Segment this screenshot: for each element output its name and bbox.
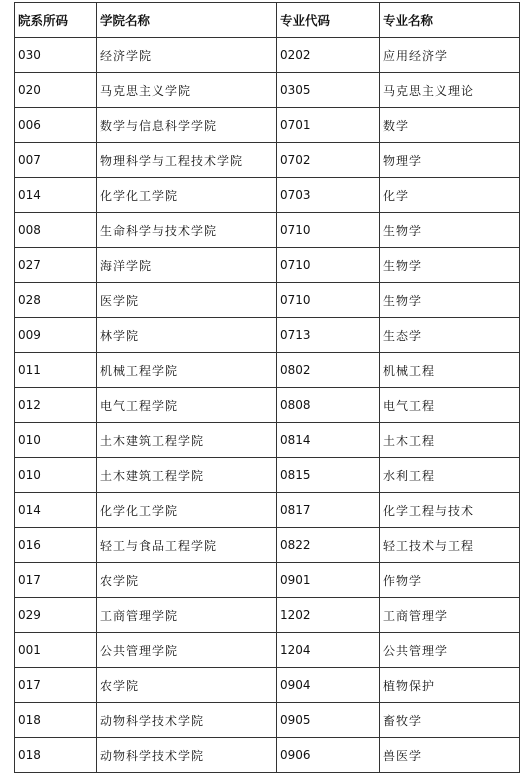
- major-code-cell: 1202: [277, 598, 380, 633]
- major-name-cell: 土木工程: [380, 423, 520, 458]
- college-name-cell: 化学化工学院: [97, 493, 277, 528]
- dept-code-cell: 017: [15, 563, 97, 598]
- major-name-cell: 化学: [380, 178, 520, 213]
- header-major-name: 专业名称: [380, 3, 520, 38]
- table-row: [15, 73, 520, 108]
- table-row: [15, 493, 520, 528]
- major-code-cell: 0202: [277, 38, 380, 73]
- dept-code-cell: 014: [15, 493, 97, 528]
- table-body: [15, 38, 520, 773]
- table-row: [15, 668, 520, 703]
- major-name-cell: 物理学: [380, 143, 520, 178]
- table-row: [15, 423, 520, 458]
- college-name-cell: 物理科学与工程技术学院: [97, 143, 277, 178]
- major-name-cell: 机械工程: [380, 353, 520, 388]
- table-row: [15, 528, 520, 563]
- college-name-cell: 生命科学与技术学院: [97, 213, 277, 248]
- college-name-cell: 医学院: [97, 283, 277, 318]
- major-name-cell: 生态学: [380, 318, 520, 353]
- major-code-cell: 0702: [277, 143, 380, 178]
- dept-code-cell: 008: [15, 213, 97, 248]
- table-row: [15, 178, 520, 213]
- major-name-cell: 作物学: [380, 563, 520, 598]
- major-code-cell: 0305: [277, 73, 380, 108]
- dept-code-cell: 020: [15, 73, 97, 108]
- college-name-cell: 农学院: [97, 563, 277, 598]
- dept-code-cell: 010: [15, 423, 97, 458]
- major-name-cell: 生物学: [380, 248, 520, 283]
- table-row: [15, 38, 520, 73]
- major-code-cell: 1204: [277, 633, 380, 668]
- major-code-cell: 0808: [277, 388, 380, 423]
- major-name-cell: 数学: [380, 108, 520, 143]
- major-code-cell: 0713: [277, 318, 380, 353]
- major-code-cell: 0703: [277, 178, 380, 213]
- dept-code-cell: 006: [15, 108, 97, 143]
- dept-code-cell: 029: [15, 598, 97, 633]
- major-name-cell: 应用经济学: [380, 38, 520, 73]
- major-name-cell: 水利工程: [380, 458, 520, 493]
- college-name-cell: 数学与信息科学学院: [97, 108, 277, 143]
- college-name-cell: 公共管理学院: [97, 633, 277, 668]
- table-row: [15, 353, 520, 388]
- dept-code-cell: 011: [15, 353, 97, 388]
- major-name-cell: 畜牧学: [380, 703, 520, 738]
- major-code-cell: 0904: [277, 668, 380, 703]
- table-row: [15, 563, 520, 598]
- dept-code-cell: 001: [15, 633, 97, 668]
- major-code-cell: 0815: [277, 458, 380, 493]
- dept-code-cell: 009: [15, 318, 97, 353]
- college-name-cell: 土木建筑工程学院: [97, 423, 277, 458]
- major-code-cell: 0814: [277, 423, 380, 458]
- table-row: [15, 213, 520, 248]
- table-row: [15, 108, 520, 143]
- major-name-cell: 植物保护: [380, 668, 520, 703]
- major-code-cell: 0905: [277, 703, 380, 738]
- header-major-code: 专业代码: [277, 3, 380, 38]
- college-name-cell: 化学化工学院: [97, 178, 277, 213]
- dept-code-cell: 007: [15, 143, 97, 178]
- dept-code-cell: 027: [15, 248, 97, 283]
- dept-code-cell: 017: [15, 668, 97, 703]
- major-code-cell: 0822: [277, 528, 380, 563]
- college-name-cell: 动物科学技术学院: [97, 703, 277, 738]
- college-name-cell: 工商管理学院: [97, 598, 277, 633]
- table-header-row: [15, 3, 520, 38]
- major-name-cell: 工商管理学: [380, 598, 520, 633]
- college-name-cell: 土木建筑工程学院: [97, 458, 277, 493]
- dept-code-cell: 014: [15, 178, 97, 213]
- major-name-cell: 电气工程: [380, 388, 520, 423]
- major-code-cell: 0901: [277, 563, 380, 598]
- dept-code-cell: 028: [15, 283, 97, 318]
- dept-code-cell: 010: [15, 458, 97, 493]
- table-row: [15, 703, 520, 738]
- college-name-cell: 动物科学技术学院: [97, 738, 277, 773]
- header-dept-code: 院系所码: [15, 3, 97, 38]
- dept-code-cell: 030: [15, 38, 97, 73]
- college-name-cell: 经济学院: [97, 38, 277, 73]
- major-name-cell: 马克思主义理论: [380, 73, 520, 108]
- majors-table: [14, 2, 520, 773]
- college-name-cell: 海洋学院: [97, 248, 277, 283]
- table-row: [15, 633, 520, 668]
- dept-code-cell: 016: [15, 528, 97, 563]
- major-code-cell: 0710: [277, 248, 380, 283]
- table-row: [15, 318, 520, 353]
- college-name-cell: 马克思主义学院: [97, 73, 277, 108]
- college-name-cell: 农学院: [97, 668, 277, 703]
- major-name-cell: 化学工程与技术: [380, 493, 520, 528]
- major-code-cell: 0701: [277, 108, 380, 143]
- table-row: [15, 283, 520, 318]
- major-name-cell: 生物学: [380, 213, 520, 248]
- college-name-cell: 轻工与食品工程学院: [97, 528, 277, 563]
- dept-code-cell: 018: [15, 738, 97, 773]
- college-name-cell: 机械工程学院: [97, 353, 277, 388]
- major-code-cell: 0710: [277, 213, 380, 248]
- major-code-cell: 0802: [277, 353, 380, 388]
- major-name-cell: 轻工技术与工程: [380, 528, 520, 563]
- table-row: [15, 143, 520, 178]
- header-college-name: 学院名称: [97, 3, 277, 38]
- table-row: [15, 738, 520, 773]
- major-code-cell: 0906: [277, 738, 380, 773]
- dept-code-cell: 012: [15, 388, 97, 423]
- major-name-cell: 兽医学: [380, 738, 520, 773]
- table-row: [15, 458, 520, 493]
- table-row: [15, 388, 520, 423]
- major-code-cell: 0710: [277, 283, 380, 318]
- table-row: [15, 248, 520, 283]
- major-code-cell: 0817: [277, 493, 380, 528]
- college-name-cell: 电气工程学院: [97, 388, 277, 423]
- table-row: [15, 598, 520, 633]
- major-name-cell: 公共管理学: [380, 633, 520, 668]
- major-name-cell: 生物学: [380, 283, 520, 318]
- dept-code-cell: 018: [15, 703, 97, 738]
- college-name-cell: 林学院: [97, 318, 277, 353]
